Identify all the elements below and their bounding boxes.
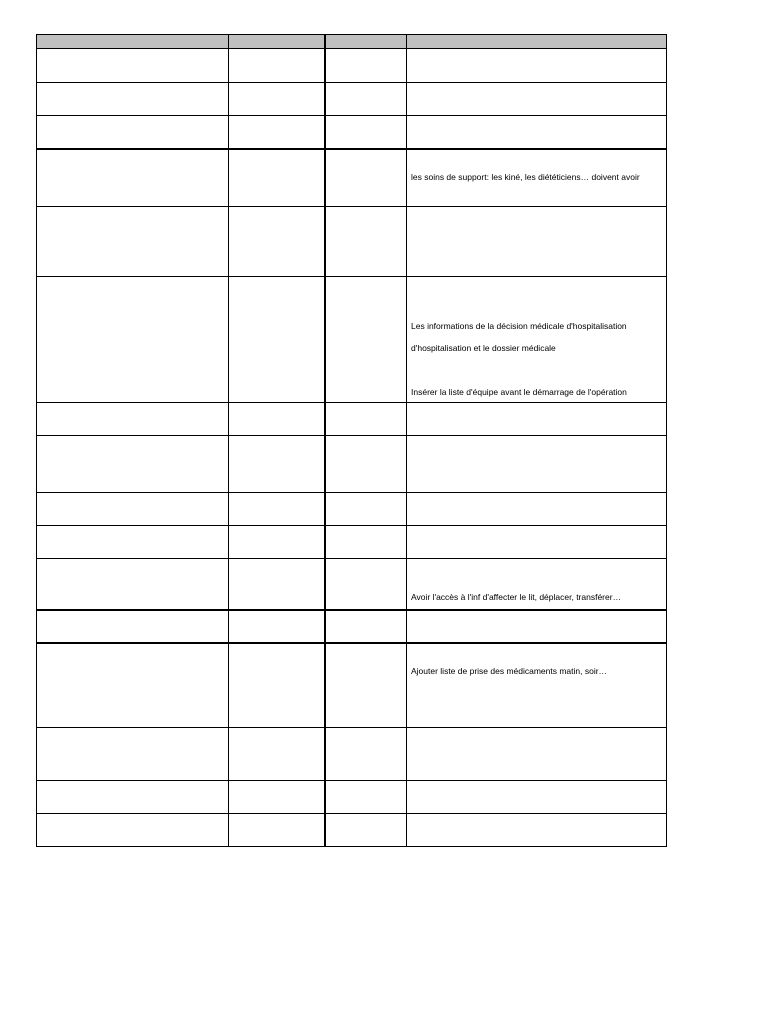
note-text: les soins de support: les kiné, les diététiciens… doivent avoir — [411, 171, 640, 182]
table-row — [37, 116, 667, 149]
table-cell — [37, 83, 229, 116]
table-cell — [229, 813, 325, 846]
table-row — [37, 49, 667, 83]
notes-cell — [407, 206, 667, 276]
table-cell — [37, 813, 229, 846]
table-cell — [229, 525, 325, 558]
table-cell — [325, 402, 407, 435]
table-cell — [37, 402, 229, 435]
table-cell — [229, 643, 325, 728]
table-cell — [325, 149, 407, 207]
note-text: Les informations de la décision médicale d'hospitalisation — [411, 320, 627, 331]
notes-cell — [407, 813, 667, 846]
table-cell — [37, 525, 229, 558]
table-row — [37, 780, 667, 813]
table-row — [37, 558, 667, 610]
table-cell — [37, 435, 229, 492]
table-row — [37, 610, 667, 643]
table-cell — [325, 49, 407, 83]
table-cell — [325, 558, 407, 610]
notes-cell — [407, 49, 667, 83]
notes-cell — [407, 149, 667, 207]
header-cell — [229, 35, 325, 49]
table-row — [37, 492, 667, 525]
header-cell — [325, 35, 407, 49]
table-cell — [37, 49, 229, 83]
table-cell — [325, 492, 407, 525]
table-cell — [229, 149, 325, 207]
table-cell — [229, 206, 325, 276]
table-cell — [37, 610, 229, 643]
table-cell — [37, 206, 229, 276]
table-cell — [229, 435, 325, 492]
table-row — [37, 206, 667, 276]
note-text: Avoir l'accès à l'inf d'affecter le lit, déplacer, transférer… — [411, 591, 622, 602]
table-cell — [229, 83, 325, 116]
table-cell — [325, 435, 407, 492]
table-row — [37, 149, 667, 207]
table-cell — [325, 206, 407, 276]
table-cell — [229, 492, 325, 525]
table-cell — [325, 643, 407, 728]
table-cell — [229, 49, 325, 83]
table-cell — [229, 780, 325, 813]
table-cell — [229, 610, 325, 643]
notes-cell — [407, 435, 667, 492]
note-text: d'hospitalisation et le dossier médicale — [411, 342, 556, 353]
notes-cell — [407, 83, 667, 116]
table-row — [37, 727, 667, 780]
table-row — [37, 276, 667, 402]
table-row — [37, 643, 667, 728]
table-cell — [325, 610, 407, 643]
table-cell — [229, 558, 325, 610]
notes-cell — [407, 276, 667, 402]
table-cell — [229, 402, 325, 435]
notes-cell — [407, 727, 667, 780]
notes-cell — [407, 610, 667, 643]
table-cell — [229, 276, 325, 402]
table-row — [37, 813, 667, 846]
table-cell — [37, 149, 229, 207]
table-cell — [37, 780, 229, 813]
spreadsheet-table — [36, 34, 667, 847]
note-text: Ajouter liste de prise des médicaments matin, soir… — [411, 665, 608, 676]
header-cell — [407, 35, 667, 49]
notes-cell — [407, 402, 667, 435]
table-cell — [325, 525, 407, 558]
table-cell — [229, 727, 325, 780]
table-cell — [37, 276, 229, 402]
notes-cell — [407, 780, 667, 813]
table-cell — [325, 83, 407, 116]
header-row — [37, 35, 667, 49]
table-cell — [37, 116, 229, 149]
note-text: Insérer la liste d'équipe avant le démarrage de l'opération — [411, 386, 627, 397]
table-cell — [325, 727, 407, 780]
table-cell — [37, 492, 229, 525]
table-cell — [37, 558, 229, 610]
header-cell — [37, 35, 229, 49]
table-cell — [325, 780, 407, 813]
table-cell — [37, 727, 229, 780]
table-cell — [37, 643, 229, 728]
table-row — [37, 525, 667, 558]
table-row — [37, 83, 667, 116]
notes-cell — [407, 492, 667, 525]
table-cell — [325, 116, 407, 149]
table-cell — [325, 276, 407, 402]
notes-cell — [407, 558, 667, 610]
table-cell — [229, 116, 325, 149]
table-cell — [325, 813, 407, 846]
table-row — [37, 435, 667, 492]
notes-cell — [407, 643, 667, 728]
notes-cell — [407, 116, 667, 149]
table-row — [37, 402, 667, 435]
notes-cell — [407, 525, 667, 558]
